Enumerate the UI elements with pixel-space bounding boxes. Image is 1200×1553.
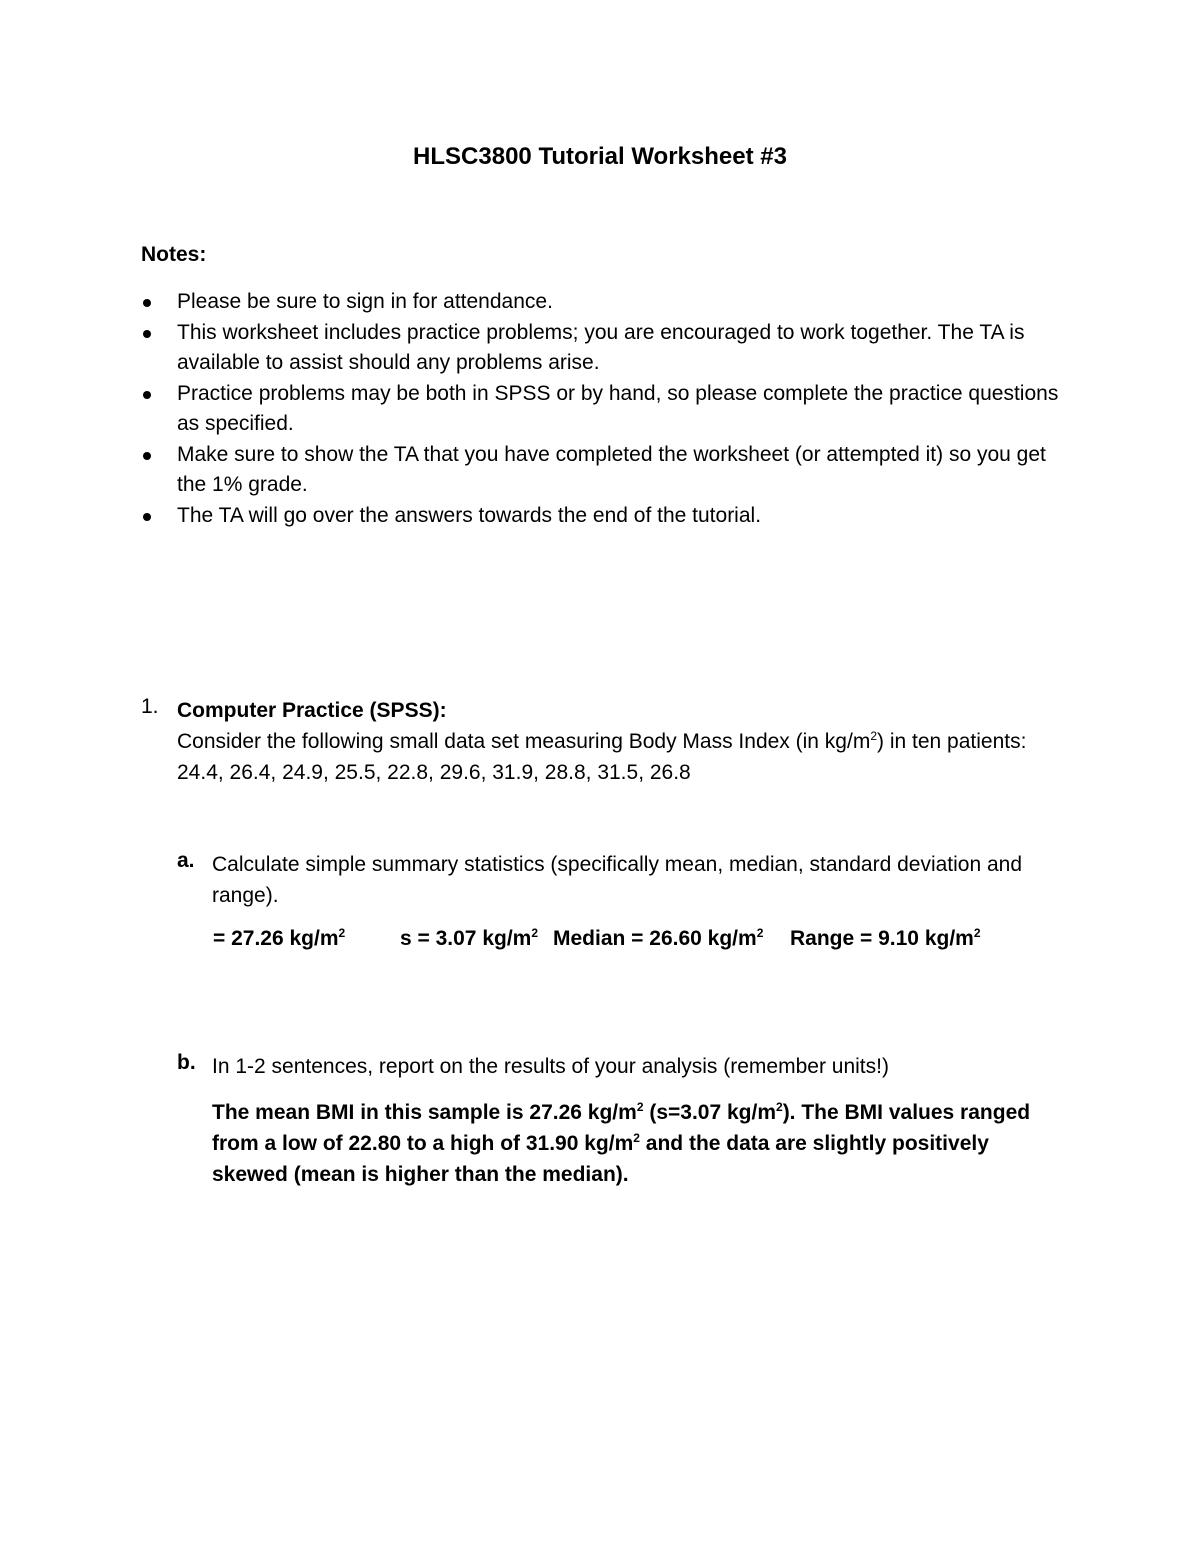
- mean-value: = 27.26 kg/m: [213, 927, 339, 950]
- question-1-heading: Computer Practice (SPSS):: [177, 699, 447, 722]
- unit-exponent: 2: [756, 926, 764, 940]
- data-values: 24.4, 26.4, 24.9, 25.5, 22.8, 29.6, 31.9, 28.8, 31.5, 26.8: [177, 761, 691, 784]
- question-1-intro: [177, 726, 1071, 757]
- note-item: The TA will go over the answers towards the end of the tutorial.: [141, 501, 1061, 532]
- mean-stat: [213, 927, 400, 951]
- question-1-number: 1.: [141, 695, 159, 718]
- answer-text: and the data are slightly positively skewed (mean is higher than the median).: [212, 1132, 989, 1186]
- unit-exponent: 2: [338, 926, 346, 940]
- unit-exponent: 2: [531, 926, 539, 940]
- part-a-text: Calculate simple summary statistics (specifically mean, median, standard deviation and range).: [212, 853, 1023, 907]
- range-stat: [790, 927, 981, 951]
- notes-list: [141, 287, 1061, 531]
- unit-exponent: 2: [973, 926, 981, 940]
- part-a-letter: a.: [177, 849, 195, 872]
- unit-exponent: 2: [870, 729, 878, 743]
- answer-text: The mean BMI in this sample is 27.26 kg/m: [212, 1101, 637, 1124]
- median-stat: [553, 927, 790, 951]
- median-value: Median = 26.60 kg/m: [553, 927, 757, 950]
- answer-text: (s=3.07 kg/m: [643, 1101, 776, 1124]
- part-b-letter: b.: [177, 1051, 196, 1074]
- sd-value: s = 3.07 kg/m: [400, 927, 532, 950]
- unit-exponent: 2: [633, 1131, 640, 1145]
- intro-text-end: ) in ten patients:: [877, 730, 1027, 753]
- part-a: [177, 849, 1057, 911]
- range-value: Range = 9.10 kg/m: [790, 927, 974, 950]
- unit-exponent: 2: [636, 1100, 644, 1114]
- note-item: Practice problems may be both in SPSS or by hand, so please complete the practice questions as specified.: [141, 379, 1061, 440]
- part-b-text: In 1-2 sentences, report on the results of your analysis (remember units!): [212, 1055, 889, 1078]
- part-b-answer: [212, 1097, 1052, 1190]
- note-item: Please be sure to sign in for attendance.: [141, 287, 1061, 318]
- summary-statistics: [213, 927, 981, 951]
- sd-stat: [400, 927, 553, 951]
- intro-text: Consider the following small data set measuring Body Mass Index (in kg/m: [177, 730, 871, 753]
- page-title: HLSC3800 Tutorial Worksheet #3: [413, 143, 787, 170]
- notes-label: Notes:: [141, 243, 207, 266]
- unit-exponent: 2: [776, 1100, 783, 1114]
- question-1: [141, 695, 1071, 788]
- part-b: [177, 1051, 1057, 1082]
- answer-text: ). The BMI values ranged from a low of 22.80 to a high of 31.90 kg/m: [212, 1101, 1031, 1155]
- note-item: Make sure to show the TA that you have completed the worksheet (or attempted it) so you get the 1% grade.: [141, 440, 1061, 501]
- note-item: This worksheet includes practice problems; you are encouraged to work together. The TA is available to assist should any problems arise.: [141, 318, 1061, 379]
